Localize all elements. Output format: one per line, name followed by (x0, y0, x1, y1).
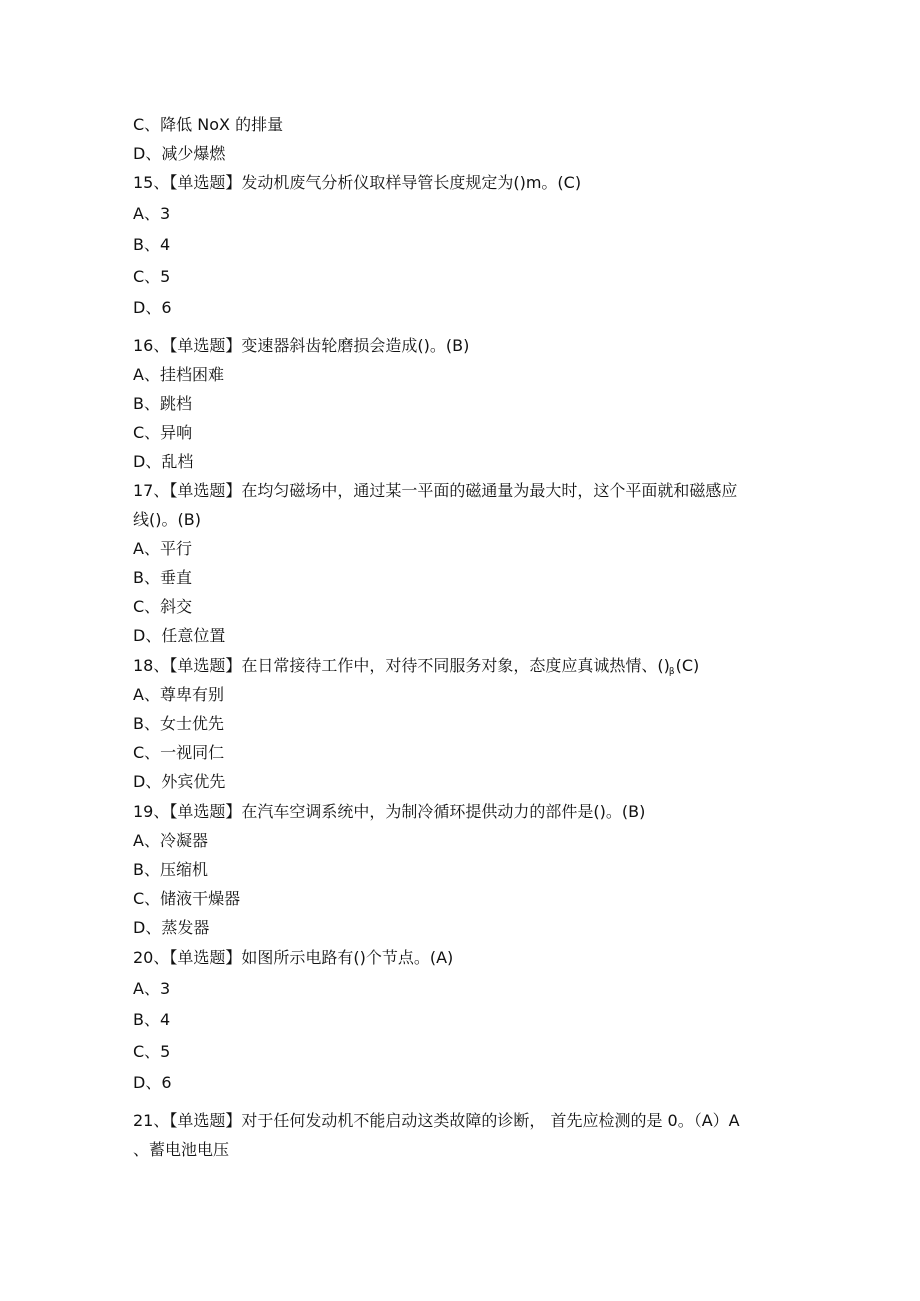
option-line: B、垂直 (133, 568, 192, 587)
question-line-continued: 线()。(B) (133, 510, 201, 529)
option-line: B、压缩机 (133, 860, 208, 879)
question-line: 19、【单选题】在汽车空调系统中，为制冷循环提供动力的部件是()。(B) (133, 802, 646, 821)
option-line: B、4 (133, 235, 171, 254)
question-line: 17、【单选题】在均匀磁场中，通过某一平面的磁通量为最大时，这个平面就和磁感应 (133, 481, 738, 500)
stray-mark: β (668, 667, 675, 677)
question-line: 15、【单选题】发动机废气分析仪取样导管长度规定为()m。(C) (133, 173, 582, 192)
question-line: 16、【单选题】变速器斜齿轮磨损会造成()。(B) (133, 336, 470, 355)
option-line: C、降低 NoX 的排量 (133, 115, 284, 134)
option-line: A、尊卑有别 (133, 685, 224, 704)
option-line: C、一视同仁 (133, 743, 225, 762)
option-line: D、6 (133, 298, 172, 317)
question-line: 20、【单选题】如图所示电路有()个节点。(A) (133, 948, 454, 967)
option-line: D、外宾优先 (133, 772, 226, 791)
option-line: A、3 (133, 979, 171, 998)
option-line: B、女士优先 (133, 714, 224, 733)
option-line: A、3 (133, 204, 171, 223)
question-line (133, 655, 699, 683)
option-line: C、异响 (133, 423, 193, 442)
option-line: A、挂档困难 (133, 365, 224, 384)
option-line: D、乱档 (133, 452, 194, 471)
option-line: 、蓄电池电压 (133, 1140, 230, 1159)
option-line: D、减少爆燃 (133, 144, 226, 163)
option-line: B、4 (133, 1010, 171, 1029)
option-line: C、斜交 (133, 597, 193, 616)
question-line: 21、【单选题】对于任何发动机不能启动这类故障的诊断， 首先应检测的是 0。（A）A (133, 1111, 740, 1130)
question-stem: 18、【单选题】在日常接待工作中，对待不同服务对象，态度应真诚热情、() (133, 656, 670, 675)
option-line: C、5 (133, 267, 171, 286)
option-line: C、储液干燥器 (133, 889, 241, 908)
option-line: C、5 (133, 1042, 171, 1061)
option-line: B、跳档 (133, 394, 192, 413)
answer-key: (C) (675, 656, 700, 675)
option-line: D、6 (133, 1073, 172, 1092)
option-line: A、冷凝器 (133, 831, 208, 850)
option-line: A、平行 (133, 539, 192, 558)
option-line: D、任意位置 (133, 626, 226, 645)
option-line: D、蒸发器 (133, 918, 210, 937)
